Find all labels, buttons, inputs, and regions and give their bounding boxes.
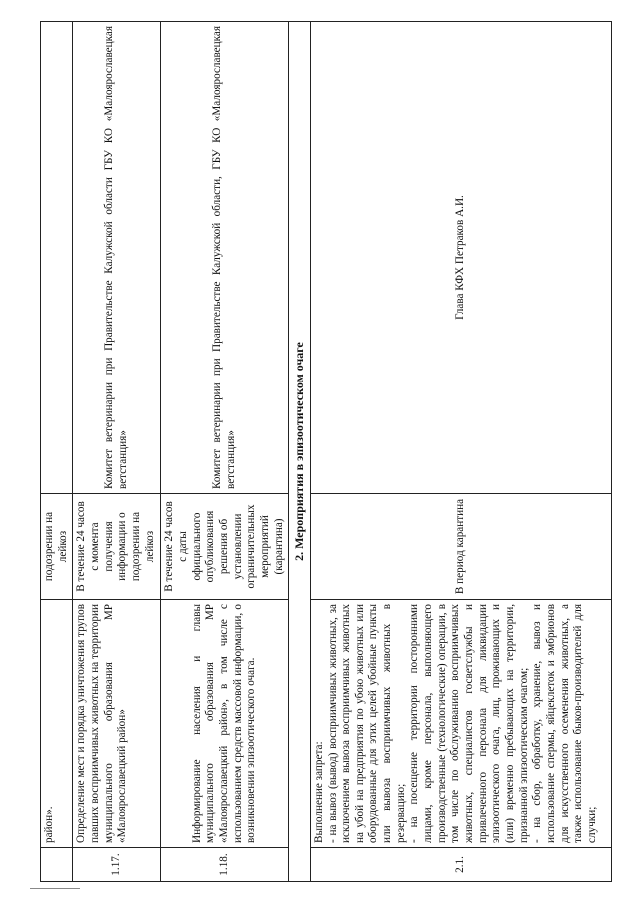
table-row	[73, 22, 161, 882]
activity-line: - на сбор, обработку, хранение, вывоз и использование спермы, яйцеклеток и эмбрионов для искусственного осеменения животных, а также использование быков-производителей для случки;	[531, 604, 598, 843]
responsible-cell: Комитет ветеринарии при Правительстве Калужской области ГБУ КО «Малоярославецкая ветстанция»	[73, 22, 161, 494]
activity-cell: район».	[41, 600, 73, 848]
rotated-table-container	[40, 22, 612, 882]
table-row	[161, 22, 289, 882]
table-row	[310, 22, 611, 882]
activity-cell: Информирование населения и главы муниципального образования МР «Малоярославецкий район», в том числе с использованием средств массовой информации, о возникновении эпизоотического очага.	[161, 600, 289, 848]
deadline-cell: В течение 24 часов с даты официального опубликования решения об установлении ограничительных мероприятий (карантина)	[161, 494, 289, 600]
deadline-cell: В период карантина	[310, 494, 611, 600]
activity-cell	[310, 600, 611, 848]
row-number-cell: 1.17.	[73, 848, 161, 882]
row-number-cell	[41, 848, 73, 882]
activity-line: Выполнение запрета:	[312, 741, 325, 843]
scan-edge-line	[30, 888, 80, 889]
measures-table	[40, 21, 612, 882]
row-number-cell: 2.1.	[310, 848, 611, 882]
activity-cell: Определение мест и порядка уничтожения трупов павших восприимчивых животных на территории муниципального образования МР «Малоярославецкий район»	[73, 600, 161, 848]
activity-line: - на посещение территории посторонними лицами, кроме персонала, выполняющего производственные (технологические) операции, в том числе по обслуживанию восприимчивых животных, специалистов госветслужбы и привлеченного персонала для ликвидации эпизоотического очага, лиц, проживающих и (или) временно пребывающих на территории, признанной эпизоотическим очагом;	[408, 604, 530, 843]
responsible-cell: Комитет ветеринарии при Правительстве Калужской области, ГБУ КО «Малоярославецкая ветстанция»	[161, 22, 289, 494]
section-row	[289, 22, 311, 882]
responsible-cell: Глава КФХ Петраков А.И.	[310, 22, 611, 494]
section-heading: 2. Мероприятия в эпизоотическом очаге	[289, 22, 311, 882]
responsible-cell	[41, 22, 73, 494]
table-row	[41, 22, 73, 882]
deadline-cell: В течение 24 часов с момента получения информации о подозрении на лейкоз	[73, 494, 161, 600]
activity-line: - на вывоз (вывод) восприимчивых животных, за исключением вывоза восприимчивых животных на убой на предприятия по убою животных или оборудованные для этих целей убойные пункты или вывоза восприимчивых животных в резервацию;	[326, 604, 407, 843]
deadline-cell: подозрении на лейкоз	[41, 494, 73, 600]
row-number-cell: 1.18.	[161, 848, 289, 882]
